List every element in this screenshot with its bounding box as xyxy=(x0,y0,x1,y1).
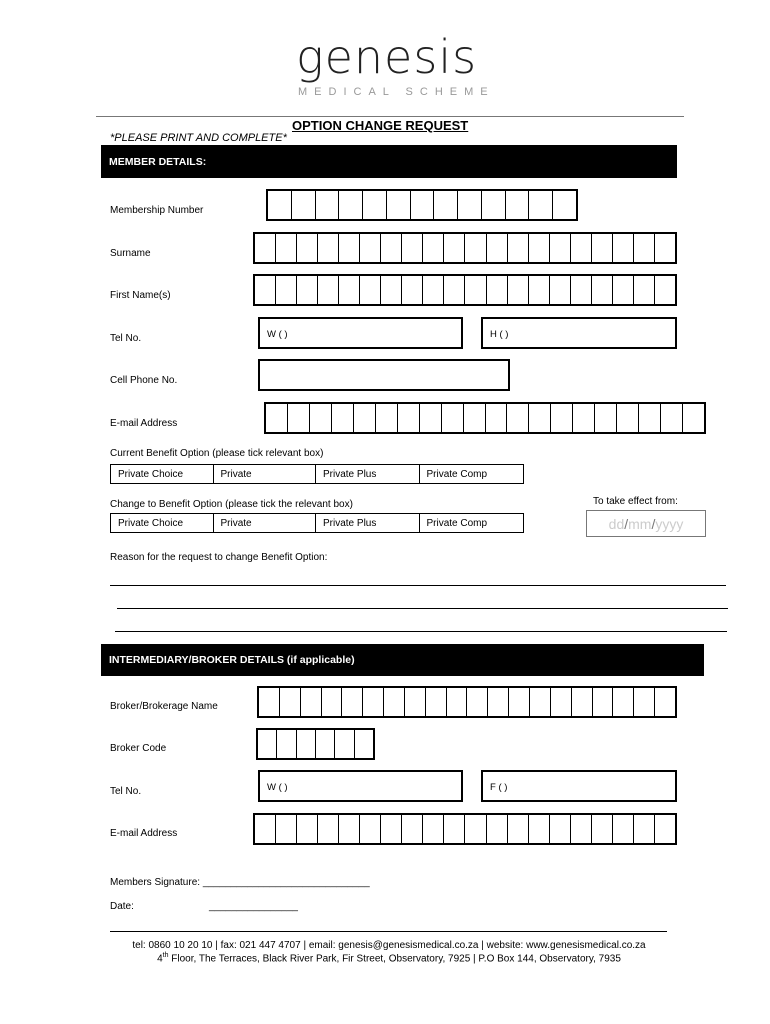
membership-number-label: Membership Number xyxy=(110,205,204,216)
char-box[interactable] xyxy=(423,815,444,843)
char-box[interactable] xyxy=(276,815,297,843)
current-option-table xyxy=(110,464,524,484)
char-box[interactable] xyxy=(255,234,276,262)
footer-divider xyxy=(110,931,667,932)
member-details-header: MEMBER DETAILS: xyxy=(101,145,677,178)
char-box[interactable] xyxy=(363,191,387,219)
broker-email-label: E-mail Address xyxy=(110,828,178,839)
broker-name-input[interactable] xyxy=(257,686,677,718)
change-option-private-comp[interactable]: Private Comp xyxy=(426,518,488,529)
char-box[interactable] xyxy=(266,404,288,432)
broker-code-input[interactable] xyxy=(256,728,375,760)
char-box[interactable] xyxy=(423,234,444,262)
char-box[interactable] xyxy=(634,815,655,843)
char-box[interactable] xyxy=(507,404,529,432)
char-box[interactable] xyxy=(683,404,704,432)
char-box[interactable] xyxy=(360,276,381,304)
char-box[interactable] xyxy=(529,234,550,262)
change-option-private-plus[interactable]: Private Plus xyxy=(316,514,420,532)
reason-label: Reason for the request to change Benefit Option: xyxy=(110,552,328,563)
broker-name-label: Broker/Brokerage Name xyxy=(110,701,218,712)
char-box[interactable] xyxy=(639,404,661,432)
instruction-text: *PLEASE PRINT AND COMPLETE* xyxy=(110,132,287,144)
char-box[interactable] xyxy=(297,730,316,758)
char-box[interactable] xyxy=(509,688,530,716)
tel-home-placeholder: H ( ) xyxy=(490,329,509,340)
email-label: E-mail Address xyxy=(110,418,178,429)
char-box[interactable] xyxy=(592,276,613,304)
broker-fax-placeholder: F ( ) xyxy=(490,782,508,793)
char-box[interactable] xyxy=(444,234,465,262)
char-box[interactable] xyxy=(487,815,508,843)
char-box[interactable] xyxy=(487,276,508,304)
first-names-label: First Name(s) xyxy=(110,290,171,301)
char-box[interactable] xyxy=(508,815,529,843)
char-box[interactable] xyxy=(301,688,322,716)
reason-line-1[interactable] xyxy=(110,585,726,586)
current-option-label: Current Benefit Option (please tick relevant box) xyxy=(110,448,324,459)
char-box[interactable] xyxy=(376,404,398,432)
effect-date-label: To take effect from: xyxy=(593,496,678,507)
char-box[interactable] xyxy=(442,404,464,432)
current-option-private-choice[interactable]: Private Choice xyxy=(111,465,214,483)
membership-number-input[interactable] xyxy=(266,189,578,221)
email-input[interactable] xyxy=(264,402,706,434)
reason-line-2[interactable] xyxy=(117,608,728,609)
form-title: OPTION CHANGE REQUEST xyxy=(292,118,469,133)
char-box[interactable] xyxy=(434,191,458,219)
broker-tel-label: Tel No. xyxy=(110,786,142,797)
char-box[interactable] xyxy=(550,815,571,843)
char-box[interactable] xyxy=(529,815,550,843)
char-box[interactable] xyxy=(402,234,423,262)
date-separator-1: / xyxy=(624,515,629,532)
char-box[interactable] xyxy=(316,191,340,219)
char-box[interactable] xyxy=(573,404,595,432)
footer-floor-number: 4 xyxy=(157,953,163,965)
date-yyyy: yyyy xyxy=(655,515,684,532)
char-box[interactable] xyxy=(316,730,335,758)
char-box[interactable] xyxy=(467,688,488,716)
change-option-private[interactable]: Private xyxy=(214,514,317,532)
char-box[interactable] xyxy=(529,404,551,432)
char-box[interactable] xyxy=(322,688,343,716)
char-box[interactable] xyxy=(360,234,381,262)
broker-tel-work-input[interactable] xyxy=(258,770,463,802)
char-box[interactable] xyxy=(593,688,614,716)
char-box[interactable] xyxy=(310,404,332,432)
char-box[interactable] xyxy=(550,276,571,304)
effect-date-input[interactable] xyxy=(586,510,706,537)
tel-work-placeholder: W ( ) xyxy=(267,329,288,340)
char-box[interactable] xyxy=(571,234,592,262)
char-box[interactable] xyxy=(255,276,276,304)
broker-fax-input[interactable] xyxy=(481,770,677,802)
char-box[interactable] xyxy=(258,730,277,758)
broker-details-header: INTERMEDIARY/BROKER DETAILS (if applicable) xyxy=(101,644,704,676)
cell-input[interactable] xyxy=(258,359,510,391)
char-box[interactable] xyxy=(572,688,593,716)
char-box[interactable] xyxy=(339,276,360,304)
char-box[interactable] xyxy=(447,688,468,716)
char-box[interactable] xyxy=(553,191,576,219)
char-box[interactable] xyxy=(571,276,592,304)
char-box[interactable] xyxy=(297,234,318,262)
char-box[interactable] xyxy=(318,276,339,304)
char-box[interactable] xyxy=(613,688,634,716)
tel-label: Tel No. xyxy=(110,333,142,344)
char-box[interactable] xyxy=(529,276,550,304)
change-option-label: Change to Benefit Option (please tick the relevant box) xyxy=(110,499,353,510)
signature-field[interactable]: Members Signature: ______________________________ xyxy=(110,877,370,888)
char-box[interactable] xyxy=(529,191,553,219)
char-box[interactable] xyxy=(268,191,292,219)
char-box[interactable] xyxy=(405,688,426,716)
char-box[interactable] xyxy=(465,276,486,304)
char-box[interactable] xyxy=(318,234,339,262)
char-box[interactable] xyxy=(655,688,675,716)
surname-input[interactable] xyxy=(253,232,677,264)
date-mm: mm xyxy=(628,515,652,532)
char-box[interactable] xyxy=(276,234,297,262)
char-box[interactable] xyxy=(363,688,384,716)
char-box[interactable] xyxy=(551,688,572,716)
char-box[interactable] xyxy=(444,276,465,304)
char-box[interactable] xyxy=(592,815,613,843)
footer-address xyxy=(100,952,678,964)
char-box[interactable] xyxy=(551,404,573,432)
char-box[interactable] xyxy=(661,404,683,432)
reason-line-3[interactable] xyxy=(115,631,727,632)
broker-code-label: Broker Code xyxy=(110,743,167,754)
char-box[interactable] xyxy=(634,688,655,716)
char-box[interactable] xyxy=(530,688,551,716)
char-box[interactable] xyxy=(318,815,339,843)
footer-floor-suffix: th xyxy=(162,952,169,959)
char-box[interactable] xyxy=(381,815,402,843)
char-box[interactable] xyxy=(617,404,639,432)
char-box[interactable] xyxy=(595,404,617,432)
char-box[interactable] xyxy=(482,191,506,219)
char-box[interactable] xyxy=(420,404,442,432)
char-box[interactable] xyxy=(488,688,509,716)
logo-wordmark: genesis xyxy=(296,30,478,84)
char-box[interactable] xyxy=(381,234,402,262)
char-box[interactable] xyxy=(384,688,405,716)
broker-email-input[interactable] xyxy=(253,813,677,845)
char-box[interactable] xyxy=(655,276,675,304)
footer-contact: tel: 0860 10 20 10 | fax: 021 447 4707 | email: genesis@genesismedical.co.za | website: www.genesismedical.co.za xyxy=(132,940,646,951)
char-box[interactable] xyxy=(259,688,280,716)
char-box[interactable] xyxy=(613,815,634,843)
char-box[interactable] xyxy=(288,404,310,432)
surname-label: Surname xyxy=(110,248,151,259)
char-box[interactable] xyxy=(508,276,529,304)
tel-work-input[interactable] xyxy=(258,317,463,349)
tel-home-input[interactable] xyxy=(481,317,677,349)
char-box[interactable] xyxy=(465,234,486,262)
date-label: Date: xyxy=(110,901,134,912)
top-divider xyxy=(96,116,684,117)
char-box[interactable] xyxy=(487,234,508,262)
char-box[interactable] xyxy=(342,688,363,716)
logo-subtitle: MEDICAL SCHEME xyxy=(298,86,495,98)
char-box[interactable] xyxy=(297,276,318,304)
char-box[interactable] xyxy=(613,276,634,304)
char-box[interactable] xyxy=(339,234,360,262)
char-box[interactable] xyxy=(634,234,655,262)
char-box[interactable] xyxy=(444,815,465,843)
char-box[interactable] xyxy=(634,276,655,304)
first-names-input[interactable] xyxy=(253,274,677,306)
char-box[interactable] xyxy=(571,815,592,843)
char-box[interactable] xyxy=(508,234,529,262)
char-box[interactable] xyxy=(277,730,296,758)
char-box[interactable] xyxy=(339,191,363,219)
char-box[interactable] xyxy=(335,730,354,758)
date-dd: dd xyxy=(608,515,625,532)
char-box[interactable] xyxy=(506,191,530,219)
char-box[interactable] xyxy=(655,815,675,843)
char-box[interactable] xyxy=(655,234,675,262)
char-box[interactable] xyxy=(297,815,318,843)
char-box[interactable] xyxy=(339,815,360,843)
char-box[interactable] xyxy=(255,815,276,843)
char-box[interactable] xyxy=(613,234,634,262)
char-box[interactable] xyxy=(387,191,411,219)
char-box[interactable] xyxy=(381,276,402,304)
char-box[interactable] xyxy=(402,815,423,843)
char-box[interactable] xyxy=(355,730,373,758)
char-box[interactable] xyxy=(464,404,486,432)
char-box[interactable] xyxy=(276,276,297,304)
date-line[interactable]: ________________ xyxy=(209,901,298,912)
char-box[interactable] xyxy=(402,276,423,304)
char-box[interactable] xyxy=(426,688,447,716)
char-box[interactable] xyxy=(280,688,301,716)
date-separator-2: / xyxy=(651,515,656,532)
char-box[interactable] xyxy=(423,276,444,304)
current-option-private-plus[interactable]: Private Plus xyxy=(316,465,420,483)
char-box[interactable] xyxy=(486,404,508,432)
char-box[interactable] xyxy=(360,815,381,843)
current-option-private-comp[interactable]: Private Comp xyxy=(426,469,488,480)
char-box[interactable] xyxy=(354,404,376,432)
footer-address-text: Floor, The Terraces, Black River Park, Fir Street, Observatory, 7925 | P.O Box 144, Observatory, 7935 xyxy=(168,953,621,965)
char-box[interactable] xyxy=(398,404,420,432)
current-option-private[interactable]: Private xyxy=(214,465,317,483)
cell-label: Cell Phone No. xyxy=(110,375,178,386)
char-box[interactable] xyxy=(411,191,435,219)
change-option-private-choice[interactable]: Private Choice xyxy=(111,514,214,532)
broker-tel-work-placeholder: W ( ) xyxy=(267,782,288,793)
char-box[interactable] xyxy=(292,191,316,219)
char-box[interactable] xyxy=(550,234,571,262)
char-box[interactable] xyxy=(458,191,482,219)
char-box[interactable] xyxy=(332,404,354,432)
char-box[interactable] xyxy=(592,234,613,262)
char-box[interactable] xyxy=(465,815,486,843)
change-option-table xyxy=(110,513,524,533)
